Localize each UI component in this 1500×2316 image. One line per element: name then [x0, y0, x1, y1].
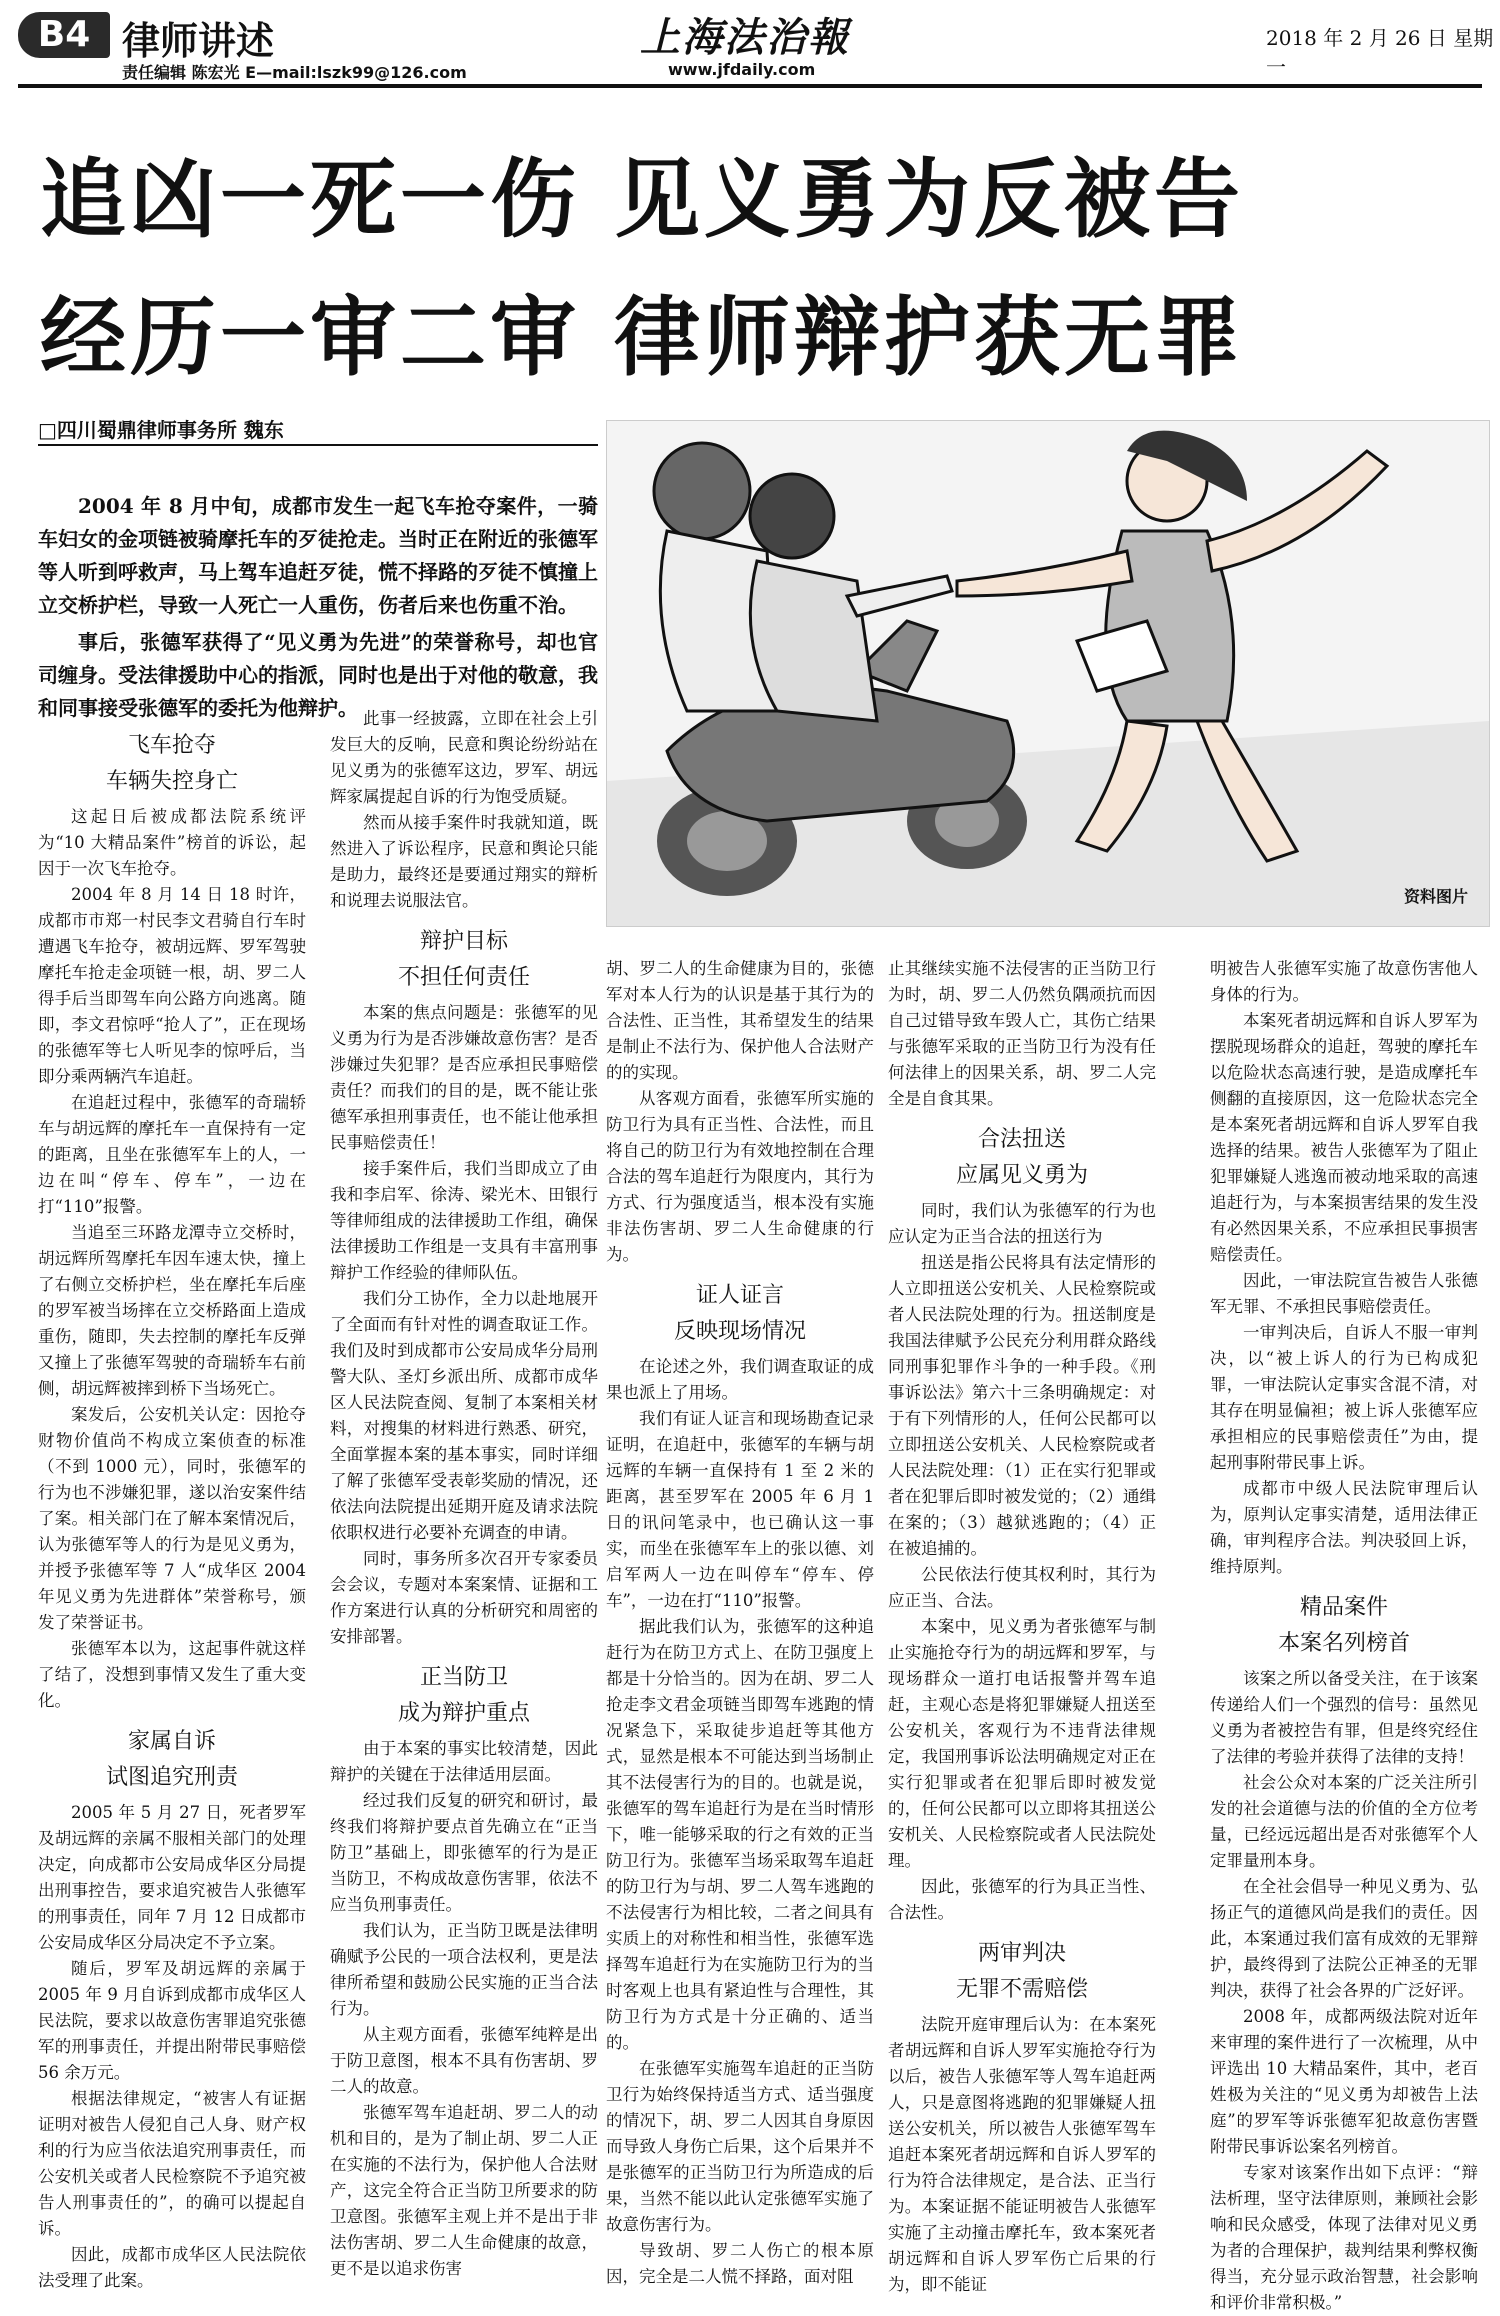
subheading-line: 应属见义勇为 — [955, 1163, 1088, 1188]
body-paragraph: 一审判决后，自诉人不服一审判决，以“被上诉人的行为已构成犯罪，一审法院认定事实含混不清，对其存在明显偏袒；被上诉人张德军应承担相应的民事赔偿责任”为由，提起刑事附带民事上诉。 — [1210, 1323, 1478, 1472]
body-paragraph: 我们分工协作，全力以赴地展开了全面而有针对性的调查取证工作。我们及时到成都市公安局成华分局刑警大队、圣灯乡派出所、成都市成华区人民法院查阅、复制了本案相关材料，对搜集的材料进行熟悉、研究，全面掌握本案的基本事实，同时详细了解了张德军受表彰奖励的情况，还依法向法院提出延期开庭及请求法院依职权进行必要补充调查的申请。 — [330, 1289, 598, 1542]
byline: □四川蜀鼎律师事务所 魏东 — [38, 418, 284, 442]
masthead-rule — [18, 84, 1482, 88]
article-column — [330, 706, 598, 2282]
subheading-line: 车辆失控身亡 — [105, 769, 238, 794]
article-column — [888, 956, 1156, 2298]
body-paragraph: 社会公众对本案的广泛关注所引发的社会道德与法的价值的全方位考量，已经远远超出是否对张德军个人定罪量刑本身。 — [1210, 1773, 1478, 1870]
subheading — [1210, 1590, 1478, 1662]
subheading-line: 合法扭送 — [977, 1127, 1066, 1152]
body-paragraph: 该案之所以备受关注，在于该案传递给人们一个强烈的信号：虽然见义勇为者被控告有罪，但是终究经住了法律的考验并获得了法律的支持！ — [1210, 1669, 1478, 1766]
subheading-line: 反映现场情况 — [673, 1319, 806, 1344]
body-paragraph: 公民依法行使其权利时，其行为应正当、合法。 — [888, 1565, 1156, 1610]
headline-line-1: 追凶一死一伤 见义勇为反被告 — [40, 150, 1244, 250]
newspaper-logo: 上海法治報 — [640, 14, 850, 61]
body-paragraph: 2005 年 5 月 27 日，死者罗军及胡远辉的亲属不服相关部门的处理决定，向成都市公安局成华区分局提出刑事控告，要求追究被告人张德军的刑事责任，同年 7 月 12 日成都市公安局成华区分局决定不予立案。 — [38, 1803, 306, 1952]
body-paragraph: 随后，罗军及胡远辉的亲属于 2005 年 9 月自诉到成都市成华区人民法院，要求以故意伤害罪追究张德军的刑事责任，并提出附带民事赔偿 56 余万元。 — [38, 1959, 306, 2082]
body-paragraph: 因此，成都市成华区人民法院依法受理了此案。 — [38, 2245, 306, 2290]
photo-caption: 资料图片 — [1404, 887, 1469, 906]
illustration-image — [606, 420, 1490, 927]
body-paragraph: 2008 年，成都两级法院对近年来审理的案件进行了一次梳理，从中评选出 10 大精品案件，其中，老百姓极为关注的“见义勇为却被告上法庭”的罗军等诉张德军犯故意伤害暨附带民事诉讼案名列榜首。 — [1210, 2007, 1478, 2156]
article-column — [38, 718, 306, 2294]
subheading-line: 无罪不需赔偿 — [955, 1977, 1088, 2002]
subheading-line: 不担任何责任 — [397, 965, 530, 990]
body-paragraph: 张德军本以为，这起事件就这样了结了，没想到事情又发生了重大变化。 — [38, 1639, 306, 1710]
body-paragraph: 成都市中级人民法院审理后认为，原判认定事实清楚，适用法律正确，审判程序合法。判决驳回上诉，维持原判。 — [1210, 1479, 1478, 1576]
subheading-line: 飞车抢夺 — [127, 733, 216, 758]
body-paragraph: 接手案件后，我们当即成立了由我和李启军、徐涛、梁光木、田银行等律师组成的法律援助工作组，确保法律援助工作组是一支具有丰富刑事辩护工作经验的律师队伍。 — [330, 1159, 598, 1282]
lead-paragraphs — [38, 490, 598, 729]
subheading-line: 精品案件 — [1299, 1595, 1388, 1620]
body-paragraph: 本案中，见义勇为者张德军与制止实施抢夺行为的胡远辉和罗军，与现场群众一道打电话报警并驾车追赶，主观心态是将犯罪嫌疑人扭送至公安机关，客观行为不违背法律规定，我国刑事诉讼法明确规定对正在实行犯罪或者在犯罪后即时被发觉的，任何公民都可以立即将其扭送公安机关、人民检察院或者人民法院处理。 — [888, 1617, 1156, 1870]
body-paragraph: 我们有证人证言和现场勘查记录证明，在追赶中，张德军的车辆与胡远辉的车辆一直保持有 1 至 2 米的距离，甚至罗军在 2005 年 6 月 1 日的讯问笔录中，也已确认这一事实，而坐在张德军车上的张以德、刘启军两人一边在叫停车“停车、停车”，一边在打“110”报警。 — [606, 1409, 874, 1610]
subheading — [38, 728, 306, 800]
byline-rule — [38, 444, 598, 446]
body-paragraph: 案发后，公安机关认定：因抢夺财物价值尚不构成立案侦查的标准（不到 1000 元），同时，张德军的行为也不涉嫌犯罪，遂以治安案件结了案。相关部门在了解本案情况后，认为张德军等人的行为是见义勇为，并授予张德军等 7 人“成华区 2004 年见义勇为先进群体”荣誉称号，颁发了荣誉证书。 — [38, 1405, 306, 1632]
editor-line: 责任编辑 陈宏光 E—mail:lszk99@126.com — [122, 63, 467, 82]
subheading — [888, 1936, 1156, 2008]
subheading-line: 本案名列榜首 — [1277, 1631, 1410, 1656]
body-paragraph: 法院开庭审理后认为：在本案死者胡远辉和自诉人罗军实施抢夺行为以后，被告人张德军等人驾车追赶两人，只是意图将逃跑的犯罪嫌疑人扭送公安机关，所以被告人张德军驾车追赶本案死者胡远辉和自诉人罗军的行为符合法律规定，是合法、正当行为。本案证据不能证明被告人张德军实施了主动撞击摩托车，致本案死者胡远辉和自诉人罗军伤亡后果的行为，即不能证 — [888, 2015, 1156, 2294]
body-paragraph: 在全社会倡导一种见义勇为、弘扬正气的道德风尚是我们的责任。因此，本案通过我们富有成效的无罪辩护，最终得到了法院公正神圣的无罪判决，获得了社会各界的广泛好评。 — [1210, 1877, 1478, 2000]
body-paragraph: 专家对该案作出如下点评：“辩法析理，坚守法律原则，兼顾社会影响和民众感受，体现了法律对见义勇为者的合理保护，裁判结果利弊权衡得当，充分显示政治智慧，社会影响和评价非常积极。” — [1210, 2163, 1478, 2312]
body-paragraph: 这起日后被成都法院系统评为“10 大精品案件”榜首的诉讼，起因于一次飞车抢夺。 — [38, 807, 306, 878]
body-paragraph: 在论述之外，我们调查取证的成果也派上了用场。 — [606, 1357, 874, 1402]
subheading-line: 试图追究刑责 — [105, 1765, 238, 1790]
body-paragraph: 2004 年 8 月 14 日 18 时许，成都市市郑一村民李文君骑自行车时遭遇飞车抢夺，被胡远辉、罗军驾驶摩托车抢走金项链一根，胡、罗二人得手后当即驾车向公路方向逃离。随即，李文君惊呼“抢人了”，正在现场的张德军等七人听见李的惊呼后，当即分乘两辆汽车追赶。 — [38, 885, 306, 1086]
body-paragraph: 当追至三环路龙潭寺立交桥时，胡远辉所驾摩托车因车速太快，撞上了右侧立交桥护栏，坐在摩托车后座的罗军被当场摔在立交桥路面上造成重伤，随即，失去控制的摩托车反弹又撞上了张德军驾驶的奇瑞轿车右前侧，胡远辉被摔到桥下当场死亡。 — [38, 1223, 306, 1398]
body-paragraph: 本案死者胡远辉和自诉人罗军为摆脱现场群众的追赶，驾驶的摩托车以危险状态高速行驶，是造成摩托车侧翻的直接原因，这一危险状态完全是本案死者胡远辉和自诉人罗军自我选择的结果。被告人张德军为了阻止犯罪嫌疑人逃逸而被动地采取的高速追赶行为，与本案损害结果的发生没有必然因果关系，不应承担民事损害赔偿责任。 — [1210, 1011, 1478, 1264]
body-paragraph: 止其继续实施不法侵害的正当防卫行为时，胡、罗二人仍然负隅顽抗而因自己过错导致车毁人亡，其伤亡结果与张德军采取的正当防卫行为没有任何法律上的因果关系，胡、罗二人完全是自食其果。 — [888, 959, 1156, 1108]
body-paragraph: 我们认为，正当防卫既是法律明确赋予公民的一项合法权利，更是法律所希望和鼓励公民实施的正当合法行为。 — [330, 1921, 598, 2018]
body-paragraph: 从主观方面看，张德军纯粹是出于防卫意图，根本不具有伤害胡、罗二人的故意。 — [330, 2025, 598, 2096]
body-paragraph: 同时，事务所多次召开专家委员会会议，专题对本案案情、证据和工作方案进行认真的分析研究和周密的安排部署。 — [330, 1549, 598, 1646]
subheading — [330, 1660, 598, 1732]
subheading — [888, 1122, 1156, 1194]
subheading-line: 辩护目标 — [419, 929, 508, 954]
subheading-line: 成为辩护重点 — [397, 1701, 530, 1726]
issue-date: 2018 年 2 月 26 日 星期一 — [1266, 26, 1494, 79]
body-paragraph: 根据法律规定，“被害人有证据证明对被告人侵犯自己人身、财产权利的行为应当依法追究刑事责任，而公安机关或者人民检察院不予追究被告人刑事责任的”，的确可以提起自诉。 — [38, 2089, 306, 2238]
subheading — [330, 924, 598, 996]
body-paragraph: 在张德军实施驾车追赶的正当防卫行为始终保持适当方式、适当强度的情况下，胡、罗二人因其自身原因而导致人身伤亡后果，这个后果并不是张德军的正当防卫行为所造成的后果，当然不能以此认定张德军实施了故意伤害行为。 — [606, 2059, 874, 2234]
body-paragraph: 张德军驾车追赶胡、罗二人的动机和目的，是为了制止胡、罗二人正在实施的不法行为，保护他人合法财产，这完全符合正当防卫所要求的防卫意图。张德军主观上并不是出于非法伤害胡、罗二人生命健康的故意，更不是以追求伤害 — [330, 2103, 598, 2278]
body-paragraph: 同时，我们认为张德军的行为也应认定为正当合法的扭送行为 — [888, 1201, 1156, 1246]
body-paragraph: 据此我们认为，张德军的这种追赶行为在防卫方式上、在防卫强度上都是十分恰当的。因为在胡、罗二人抢走李文君金项链当即驾车逃跑的情况紧急下，采取徒步追赶等其他方式，显然是根本不可能达到当场制止其不法侵害行为的目的。也就是说，张德军的驾车追赶行为是在当时情形下，唯一能够采取的行之有效的正当防卫行为。张德军当场采取驾车追赶的防卫行为与胡、罗二人驾车逃跑的不法侵害行为相比较，二者之间具有实质上的对称性和相当性，张德军选择驾车追赶行为在实施防卫行为的当时客观上也具有紧迫性与合理性，其防卫行为方式是十分正确的、适当的。 — [606, 1617, 874, 2052]
site-url: www.jfdaily.com — [668, 60, 816, 79]
subheading-line: 两审判决 — [977, 1941, 1066, 1966]
body-paragraph: 经过我们反复的研究和研讨，最终我们将辩护要点首先确立在“正当防卫”基础上，即张德军的行为是正当防卫，不构成故意伤害罪，依法不应当负刑事责任。 — [330, 1791, 598, 1914]
body-paragraph: 因此，张德军的行为具正当性、合法性。 — [888, 1877, 1156, 1922]
subheading — [38, 1724, 306, 1796]
article-column — [606, 956, 874, 2290]
body-paragraph: 导致胡、罗二人伤亡的根本原因，完全是二人慌不择路，面对阻 — [606, 2241, 874, 2286]
body-paragraph: 因此，一审法院宣告被告人张德军无罪、不承担民事赔偿责任。 — [1210, 1271, 1478, 1316]
body-paragraph: 胡、罗二人的生命健康为目的，张德军对本人行为的认识是基于其行为的合法性、正当性，其希望发生的结果是制止不法行为、保护他人合法财产的的实现。 — [606, 959, 874, 1082]
article-column — [1210, 956, 1478, 2316]
body-paragraph: 由于本案的事实比较清楚，因此辩护的关键在于法律适用层面。 — [330, 1739, 598, 1784]
body-paragraph: 从客观方面看，张德军所实施的防卫行为具有正当性、合法性，而且将自己的防卫行为有效地控制在合理合法的驾车追赶行为限度内，其行为方式、行为强度适当，根本没有实施非法伤害胡、罗二人生命健康的行为。 — [606, 1089, 874, 1264]
lead-paragraph: 事后，张德军获得了“见义勇为先进”的荣誉称号，却也官司缠身。受法律援助中心的指派，同时也是出于对他的敬意，我和同事接受张德军的委托为他辩护。 — [38, 630, 598, 720]
headline-line-2: 经历一审二审 律师辩护获无罪 — [40, 288, 1244, 388]
lead-paragraph: 2004 年 8 月中旬，成都市发生一起飞车抢夺案件，一骑车妇女的金项链被骑摩托车的歹徒抢走。当时正在附近的张德军等人听到呼救声，马上驾车追赶歹徒，慌不择路的歹徒不慎撞上立交桥护栏，导致一人死亡一人重伤，伤者后来也伤重不治。 — [38, 494, 598, 617]
subheading-line: 正当防卫 — [419, 1665, 508, 1690]
body-paragraph: 明被告人张德军实施了故意伤害他人身体的行为。 — [1210, 959, 1478, 1004]
subheading — [606, 1278, 874, 1350]
subheading-line: 家属自诉 — [127, 1729, 216, 1754]
body-paragraph: 扭送是指公民将具有法定情形的人立即扭送公安机关、人民检察院或者人民法院处理的行为。扭送制度是我国法律赋予公民充分利用群众路线同刑事犯罪作斗争的一种手段。《刑事诉讼法》第六十三条明确规定：对于有下列情形的人，任何公民都可以立即扭送公安机关、人民检察院或者人民法院处理：（1）正在实行犯罪或者在犯罪后即时被发觉的；（2）通缉在案的；（3）越狱逃跑的；（4）正在被追捕的。 — [888, 1253, 1156, 1558]
subheading-line: 证人证言 — [695, 1283, 784, 1308]
page-number: B4 — [18, 12, 110, 58]
body-paragraph: 此事一经披露，立即在社会上引发巨大的反响，民意和舆论纷纷站在见义勇为的张德军这边，罗军、胡远辉家属提起自诉的行为饱受质疑。 — [330, 709, 598, 806]
motorcycle-theft-illustration — [607, 421, 1489, 926]
section-title: 律师讲述 — [122, 19, 275, 63]
body-paragraph: 然而从接手案件时我就知道，既然进入了诉讼程序，民意和舆论只能是助力，最终还是要通过翔实的辩析和说理去说服法官。 — [330, 813, 598, 910]
body-paragraph: 本案的焦点问题是：张德军的见义勇为行为是否涉嫌故意伤害？是否涉嫌过失犯罪？是否应承担民事赔偿责任？而我们的目的是，既不能让张德军承担刑事责任，也不能让他承担民事赔偿责任！ — [330, 1003, 598, 1152]
body-paragraph: 在追赶过程中，张德军的奇瑞轿车与胡远辉的摩托车一直保持有一定的距离，且坐在张德军车上的人，一边在叫“停车、停车”，一边在打“110”报警。 — [38, 1093, 306, 1216]
